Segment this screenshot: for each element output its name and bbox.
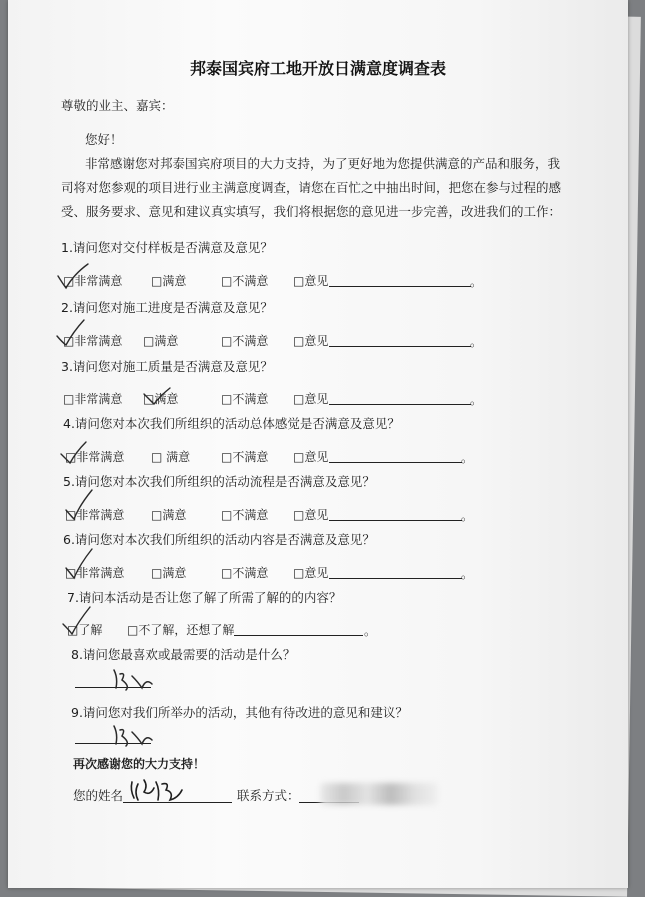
- question-1: 1.请问您对交付样板是否满意及意见？: [61, 240, 273, 255]
- q4-option-unsatisfied[interactable]: □不满意: [221, 450, 269, 464]
- q1-option-satisfied[interactable]: □满意: [151, 274, 187, 288]
- q4-check-mark-icon: [58, 436, 98, 466]
- q3-end-mark: 。: [470, 393, 483, 407]
- q4-option-very-satisfied[interactable]: □非常满意: [65, 450, 125, 464]
- q2-check-mark-icon: [54, 318, 94, 348]
- q8-handwriting-icon: [108, 664, 158, 694]
- q7-answer-line[interactable]: [234, 635, 363, 636]
- question-8: 8.请问您最喜欢或最需要的活动是什么？: [71, 647, 296, 662]
- q5-option-opinion[interactable]: □意见: [293, 508, 329, 522]
- thanks-text: 再次感谢您的大力支持！: [73, 757, 206, 771]
- q4-opinion-line[interactable]: [329, 462, 462, 463]
- question-5: 5.请问您对本次我们所组织的活动流程是否满意及意见？: [63, 474, 375, 489]
- q1-end-mark: 。: [470, 275, 483, 289]
- redacted-contact: [320, 783, 438, 805]
- q2-option-unsatisfied[interactable]: □不满意: [221, 334, 269, 348]
- question-9: 9.请问您对我们所举办的活动，其他有待改进的意见和建议？: [71, 705, 408, 720]
- contact-label: 联系方式：: [237, 788, 300, 803]
- q7-option-want-more[interactable]: □不了解，还想了解: [127, 623, 235, 637]
- question-3: 3.请问您对施工质量是否满意及意见？: [61, 359, 273, 374]
- q3-option-unsatisfied[interactable]: □不满意: [221, 392, 269, 406]
- intro-line-3: 受、服务要求、意见和建议真实填写，我们将根据您的意见进一步完善，改进我们的工作：: [61, 204, 562, 219]
- q5-end-mark: 。: [461, 509, 474, 523]
- q5-check-mark-icon: [62, 486, 102, 522]
- q6-check-mark-icon: [62, 546, 102, 582]
- signature-handwritten-name-icon: [126, 776, 188, 806]
- question-6: 6.请问您对本次我们所组织的活动内容是否满意及意见？: [63, 532, 375, 547]
- intro-line-1: 非常感谢您对邦泰国宾府项目的大力支持，为了更好地为您提供满意的产品和服务，我: [85, 156, 561, 171]
- q6-opinion-line[interactable]: [329, 578, 462, 579]
- q1-option-unsatisfied[interactable]: □不满意: [221, 274, 269, 288]
- q1-option-opinion[interactable]: □意见: [293, 274, 329, 288]
- question-2: 2.请问您对施工进度是否满意及意见？: [61, 300, 273, 315]
- q3-option-satisfied[interactable]: □满意: [143, 392, 179, 406]
- q4-end-mark: 。: [461, 451, 474, 465]
- q7-check-mark-icon: [60, 604, 103, 638]
- q7-end-mark: 。: [364, 624, 377, 638]
- q3-option-very-satisfied[interactable]: □非常满意: [63, 392, 123, 406]
- q6-end-mark: 。: [461, 567, 474, 581]
- q3-option-opinion[interactable]: □意见: [293, 392, 329, 406]
- q1-option-very-satisfied[interactable]: □非常满意: [63, 274, 123, 288]
- q3-opinion-line[interactable]: [329, 404, 471, 405]
- q1-opinion-line[interactable]: [329, 286, 471, 287]
- q2-option-very-satisfied[interactable]: □非常满意: [63, 334, 123, 348]
- q2-option-satisfied[interactable]: □满意: [143, 334, 179, 348]
- q6-option-unsatisfied[interactable]: □不满意: [221, 566, 269, 580]
- q2-end-mark: 。: [470, 335, 483, 349]
- document-title: 邦泰国宾府工地开放日满意度调查表: [189, 59, 446, 78]
- q5-option-very-satisfied[interactable]: □非常满意: [65, 508, 125, 522]
- name-label: 您的姓名: [73, 788, 124, 803]
- q3-check-mark-icon: [142, 382, 182, 410]
- q6-option-very-satisfied[interactable]: □非常满意: [65, 566, 125, 580]
- q5-option-unsatisfied[interactable]: □不满意: [221, 508, 269, 522]
- q2-option-opinion[interactable]: □意见: [293, 334, 329, 348]
- q7-option-understood[interactable]: □了解: [67, 623, 103, 637]
- q6-option-satisfied[interactable]: □满意: [151, 566, 187, 580]
- q9-handwriting-icon: [108, 720, 158, 750]
- q2-opinion-line[interactable]: [329, 346, 471, 347]
- survey-sheet: [8, 0, 628, 888]
- q4-option-satisfied[interactable]: □ 满意: [151, 450, 191, 464]
- intro-line-2: 司将对您参观的项目进行业主满意度调查，请您在百忙之中抽出时间，把您在参与过程的感: [61, 180, 562, 195]
- question-4: 4.请问您对本次我们所组织的活动总体感觉是否满意及意见？: [63, 416, 400, 431]
- question-7: 7.请问本活动是否让您了解了所需了解的的内容？: [67, 590, 342, 605]
- q5-opinion-line[interactable]: [329, 520, 462, 521]
- q4-option-opinion[interactable]: □意见: [293, 450, 329, 464]
- salutation: 尊敬的业主、嘉宾：: [61, 98, 174, 113]
- q6-option-opinion[interactable]: □意见: [293, 566, 329, 580]
- greeting: 您好！: [85, 132, 123, 147]
- q5-option-satisfied[interactable]: □满意: [151, 508, 187, 522]
- q1-check-mark-icon: [54, 262, 94, 292]
